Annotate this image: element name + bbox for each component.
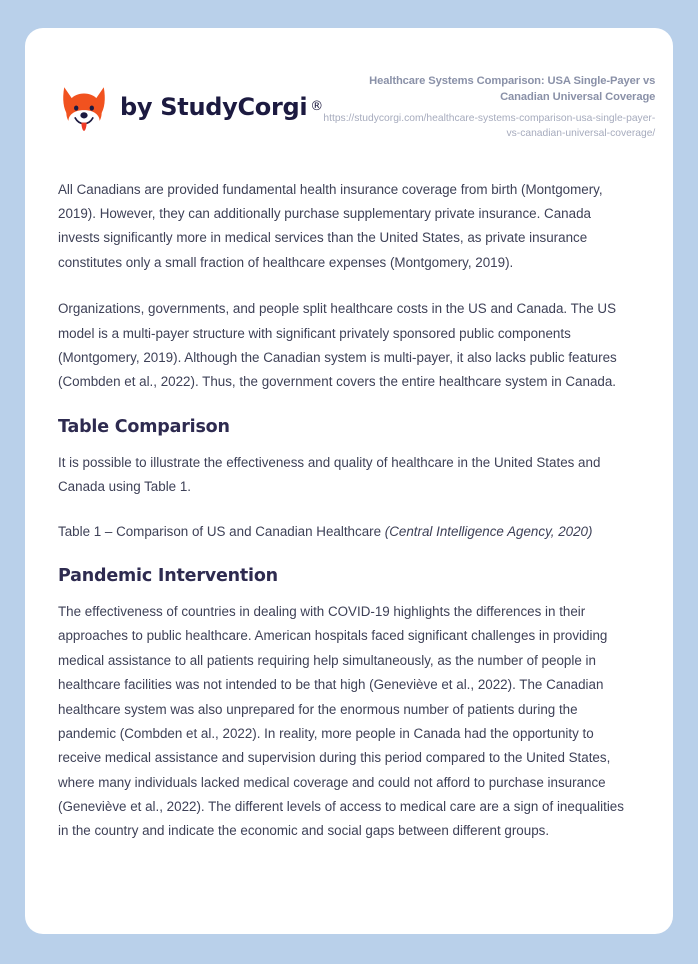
- paragraph-cost-split: Organizations, governments, and people split healthcare costs in the US and Canada. The US model is a multi-payer structure with significant privately sponsored public components (Montgomery, 2019). Although the Canadian system is multi-payer, it also lacks public features (Combden et al., 2022). Thus, the government covers the entire healthcare system in Canada.: [58, 301, 617, 390]
- table-caption-text: Table 1 – Comparison of US and Canadian Healthcare: [58, 523, 385, 539]
- registered-trademark-icon: ®: [310, 99, 324, 115]
- document-header: [25, 28, 673, 142]
- paragraph-table-intro: It is possible to illustrate the effectiveness and quality of healthcare in the United States and Canada using Table 1.: [58, 454, 601, 495]
- corgi-logo-icon: [58, 81, 110, 133]
- heading-pandemic-intervention: Pandemic Intervention: [58, 565, 278, 586]
- brand-name: by StudyCorgi: [120, 92, 308, 121]
- heading-table-comparison: Table Comparison: [58, 416, 230, 437]
- table-caption: [58, 520, 627, 544]
- brand-logo: [58, 81, 323, 133]
- source-url[interactable]: https://studycorgi.com/healthcare-systems-comparison-usa-single-payer-vs-canadian-universal-coverage/: [323, 112, 656, 139]
- paragraph-canadian-coverage: All Canadians are provided fundamental health insurance coverage from birth (Montgomery, 2019). However, they can additionally purchase supplementary private insurance. Canada invests significantly more in medical services than the United States, as private insurance constitutes only a small fraction of healthcare expenses (Montgomery, 2019).: [58, 181, 603, 270]
- header-meta: [323, 72, 655, 142]
- page-title: Healthcare Systems Comparison: USA Single-Payer vs Canadian Universal Coverage: [369, 75, 656, 103]
- table-caption-source: (Central Intelligence Agency, 2020): [384, 523, 593, 539]
- paragraph-pandemic: The effectiveness of countries in dealing with COVID-19 highlights the differences in their approaches to public healthcare. American hospitals faced significant challenges in providing medical assistance to all patients requiring help simultaneously, as the number of people in healthcare facilities was not intended to be that high (Geneviève et al., 2022). The Canadian healthcare system was also unprepared for the enormous number of patients during the pandemic (Combden et al., 2022). In reality, more people in Canada had the opportunity to receive medical assistance and supervision during this period compared to the United States, where many individuals lacked medical coverage and could not afford to purchase insurance (Geneviève et al., 2022). The different levels of access to medical care are a sign of inequalities in the country and indicate the economic and social gaps between different groups.: [58, 603, 624, 839]
- document-body: [25, 142, 673, 844]
- document-page: [25, 28, 673, 934]
